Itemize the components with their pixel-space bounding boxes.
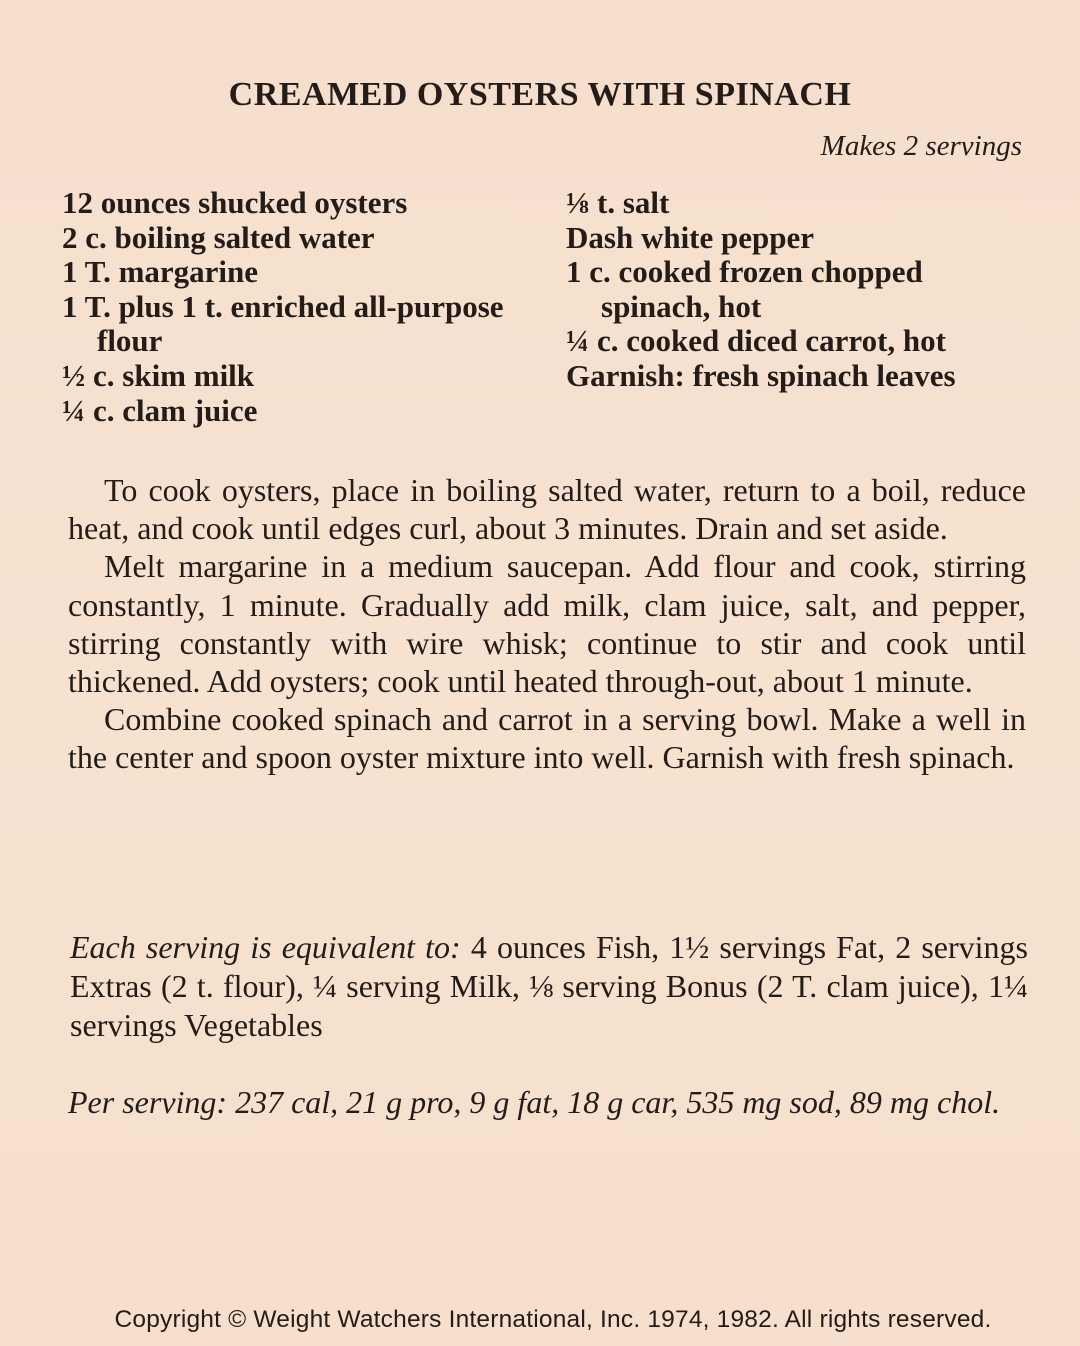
ingredient-item: 1 T. margarine — [62, 254, 259, 290]
ingredient-list-right — [566, 186, 1036, 394]
ingredient-item: ⅛ t. salt — [566, 185, 670, 220]
ingredient-item: Garnish: fresh spinach leaves — [566, 357, 956, 393]
ingredient-item: ¼ c. clam juice — [62, 392, 258, 428]
exchange-text: 4 ounces Fish, 1½ servings Fat, 2 servings Extras (2 t. flour), ¼ serving Milk, ⅛ serving Bonus (2 T. clam juice), 1¼ servings Vegetables — [70, 929, 1029, 1043]
exchange-info — [70, 928, 1028, 1045]
ingredient-item: ¼ c. cooked diced carrot, hot — [566, 323, 946, 359]
ingredient-item: 1 c. cooked frozen chopped spinach, hot — [566, 254, 923, 324]
ingredient-item: 12 ounces shucked oysters — [62, 185, 408, 220]
recipe-title: CREAMED OYSTERS WITH SPINACH — [228, 76, 852, 113]
ingredient-item: 1 T. plus 1 t. enriched all-purpose flour — [62, 288, 504, 359]
ingredient-list-left — [62, 186, 532, 428]
ingredient-item: 2 c. boiling salted water — [62, 219, 375, 255]
direction-step: Combine cooked spinach and carrot in a serving bowl. Make a well in the center and spoon oyster mixture into well. Garnish with fresh spinach. — [68, 701, 1026, 776]
direction-step: To cook oysters, place in boiling salted water, return to a boil, reduce heat, and cook until edges curl, about 3 minutes. Drain and set aside. — [68, 472, 1026, 547]
exchange-lead: Each serving is equivalent to: — [70, 929, 461, 965]
copyright-notice: Copyright © Weight Watchers International, Inc. 1974, 1982. All rights reserved. — [114, 1306, 992, 1333]
ingredient-item: Dash white pepper — [566, 219, 815, 255]
directions — [68, 471, 1026, 777]
direction-step: Melt margarine in a medium saucepan. Add flour and cook, stirring constantly, 1 minute. Gradually add milk, clam juice, salt, and pepper, stirring constantly with wire whisk; continue to stir and cook until thickened. Add oysters; cook until heated through-out, about 1 minute. — [68, 548, 1026, 700]
servings-yield: Makes 2 servings — [820, 130, 1022, 162]
nutrition-info: Per serving: 237 cal, 21 g pro, 9 g fat, 18 g car, 535 mg sod, 89 mg chol. — [68, 1084, 1001, 1120]
ingredient-item: ½ c. skim milk — [62, 357, 255, 393]
